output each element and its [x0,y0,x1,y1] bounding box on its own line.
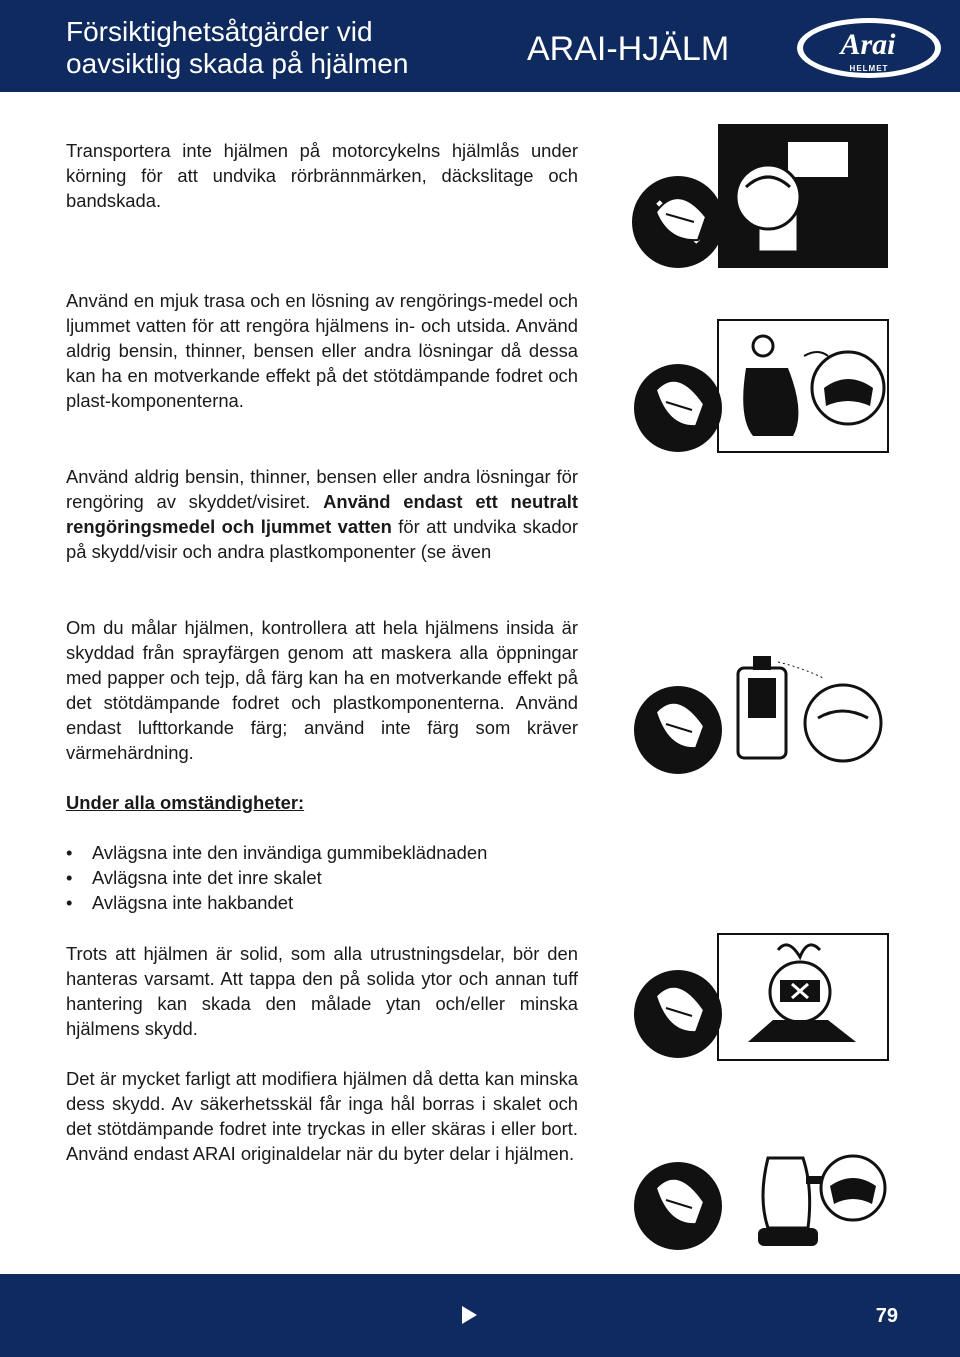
page-footer [0,1274,960,1357]
illustration-dropped-helmet [628,932,890,1062]
list-item: • Avlägsna inte det inre skalet [66,865,578,890]
section-cleaning [66,288,578,413]
paragraph: Trots att hjälmen är solid, som alla utrustningsdelar, bör den hanteras varsamt. Att tappa den på solida ytor och annan tuff hantering kan skada den målade ytan och/eller minska hjälmens skydd. [66,943,578,1039]
paragraph-text: för att undvika skador på skydd/visir och andra plastkomponenter (se även [66,516,578,562]
page-title-line2: oavsiktlig skada på hjälmen [66,48,409,79]
illustration-drilling [628,1118,890,1254]
list-item: • Avlägsna inte den invändiga gummibeklädnaden [66,840,578,865]
illustration-spray-paint [628,648,890,778]
logo-text: Arai [840,28,896,61]
paragraph: Det är mycket farligt att modifiera hjälmen då detta kan minska dess skydd. Av säkerhetsskäl får inga hål borras i skalet och det stötdämpande fodret inte tryckas in eller skäras i eller bort. Använd endast ARAI originaldelar när du byter delar i hjälmen. [66,1068,578,1164]
page-number: 79 [875,1305,898,1327]
section-visor-cleaning [66,464,578,564]
arai-logo [794,16,944,80]
section-painting [66,615,578,765]
paragraph: Transportera inte hjälmen på motorcykelns hjälmlås under körning för att undvika rörbrännmärken, däckslitage och bandskada. [66,140,578,211]
illustration-cleaning-solvent [628,318,890,454]
section-rules [66,790,578,915]
page-header [0,0,960,92]
logo-subtext: HELMET [849,64,889,73]
paragraph: Använd en mjuk trasa och en lösning av rengörings-medel och ljummet vatten för att rengöra hjälmens in- och utsida. Använd aldrig bensin, thinner, bensen eller andra lösningar då dessa kan ha en motverkande effekt på det stötdämpande fodret och plast-komponenterna. [66,290,578,411]
next-arrow-icon[interactable] [462,1306,477,1324]
paragraph-emphasis: Använd endast ett neutralt rengöringsmedel och ljummet vatten [66,491,578,537]
bullet-list [66,840,578,915]
page-title [66,16,408,80]
section-heading: Under alla omständigheter: [66,792,305,813]
section-transport [66,138,578,213]
brand-title: ARAI-HJÄLM [527,30,730,68]
paragraph [66,464,578,564]
section-modification [66,1066,578,1166]
section-handling [66,941,578,1041]
page-title-line1: Försiktighetsåtgärder vid [66,16,373,47]
illustration-motorcycle-lock [628,122,890,272]
paragraph-text: Använd aldrig bensin, thinner, bensen eller andra lösningar för rengöring av skyddet/visiret. [66,466,578,512]
paragraph: Om du målar hjälmen, kontrollera att hela hjälmens insida är skyddad från sprayfärgen genom att maskera alla öppningar med papper och tejp, då färg kan ha en motverkande effekt på det stötdämpande fodret och plastkomponenterna. Använd endast lufttorkande färg; använd inte färg som kräver värmehärdning. [66,617,578,763]
list-item: • Avlägsna inte hakbandet [66,890,578,915]
